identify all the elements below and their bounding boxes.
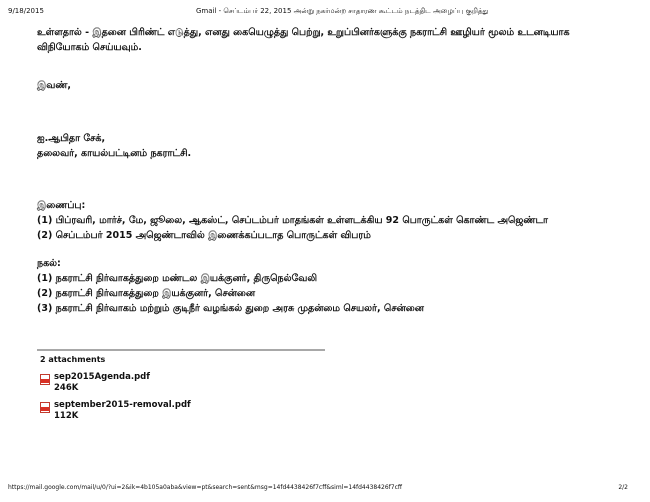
- pdf-icon: [40, 374, 50, 385]
- enclosure-item-1: (1) பிப்ரவரி, மார்ச், மே, ஜூலை, ஆகஸ்ட், செப்டம்பர் மாதங்கள் உள்ளடக்கிய 92 பொருட்கள் கொண்ட அஜெண்டா: [37, 215, 548, 226]
- footer-url: https://mail.google.com/mail/u/0/?ui=2&ik=4b105a0aba&view=pt&search=sent&msg=14fd4438426f7cff&siml=14fd4438426f7cff: [8, 484, 403, 491]
- copy-item-2: (2) நகராட்சி நிர்வாகத்துறை இயக்குனர், சென்னை: [37, 288, 256, 299]
- closing-text: இவண்,: [37, 80, 72, 91]
- copy-item-1: (1) நகராட்சி நிர்வாகத்துறை மண்டல இயக்குனர், திருநெல்வேலி: [37, 273, 318, 284]
- attachment-size: 246K: [54, 383, 79, 393]
- pdf-icon: [40, 402, 50, 413]
- attachment-size: 112K: [54, 411, 79, 421]
- attachment-item[interactable]: [40, 400, 191, 422]
- attachment-name[interactable]: september2015-removal.pdf: [54, 400, 191, 410]
- intro-line-2: விநியோகம் செய்யவும்.: [37, 42, 142, 53]
- print-title: Gmail - செப்டம்பர் 22, 2015 அன்று நகர்மன்ற சாதாரண கூட்டம் நடத்திட அழைப்பு குறித்து: [196, 7, 489, 15]
- copy-title: நகல்:: [37, 258, 61, 269]
- print-date: 9/18/2015: [8, 7, 44, 15]
- signature-role: தலைவர், காயல்பட்டினம் நகராட்சி.: [37, 148, 192, 159]
- attachment-item[interactable]: [40, 372, 150, 394]
- copy-item-3: (3) நகராட்சி நிர்வாகம் மற்றும் குடிநீர் வழங்கல் துறை அரசு முதன்மை செயலர், சென்னை: [37, 303, 424, 314]
- enclosures-title: இணைப்பு:: [37, 200, 86, 211]
- enclosure-item-2: (2) செப்டம்பர் 2015 அஜெண்டாவில் இணைக்கப்படாத பொருட்கள் விபரம்: [37, 230, 371, 241]
- attachment-name[interactable]: sep2015Agenda.pdf: [54, 372, 150, 382]
- attachments-divider: [37, 349, 325, 351]
- attachments-heading: 2 attachments: [40, 355, 106, 364]
- page-number: 2/2: [618, 484, 628, 491]
- email-body: [37, 25, 627, 316]
- signature-name: ஐ.ஆபிதா சேக்,: [37, 133, 106, 144]
- intro-line-1: உள்ளதால் - இதனை பிரிண்ட் எடுத்து, எனது கையெழுத்து பெற்று, உறுப்பினர்களுக்கு நகராட்சி ஊழியர் மூலம் உடனடியாக: [37, 27, 570, 38]
